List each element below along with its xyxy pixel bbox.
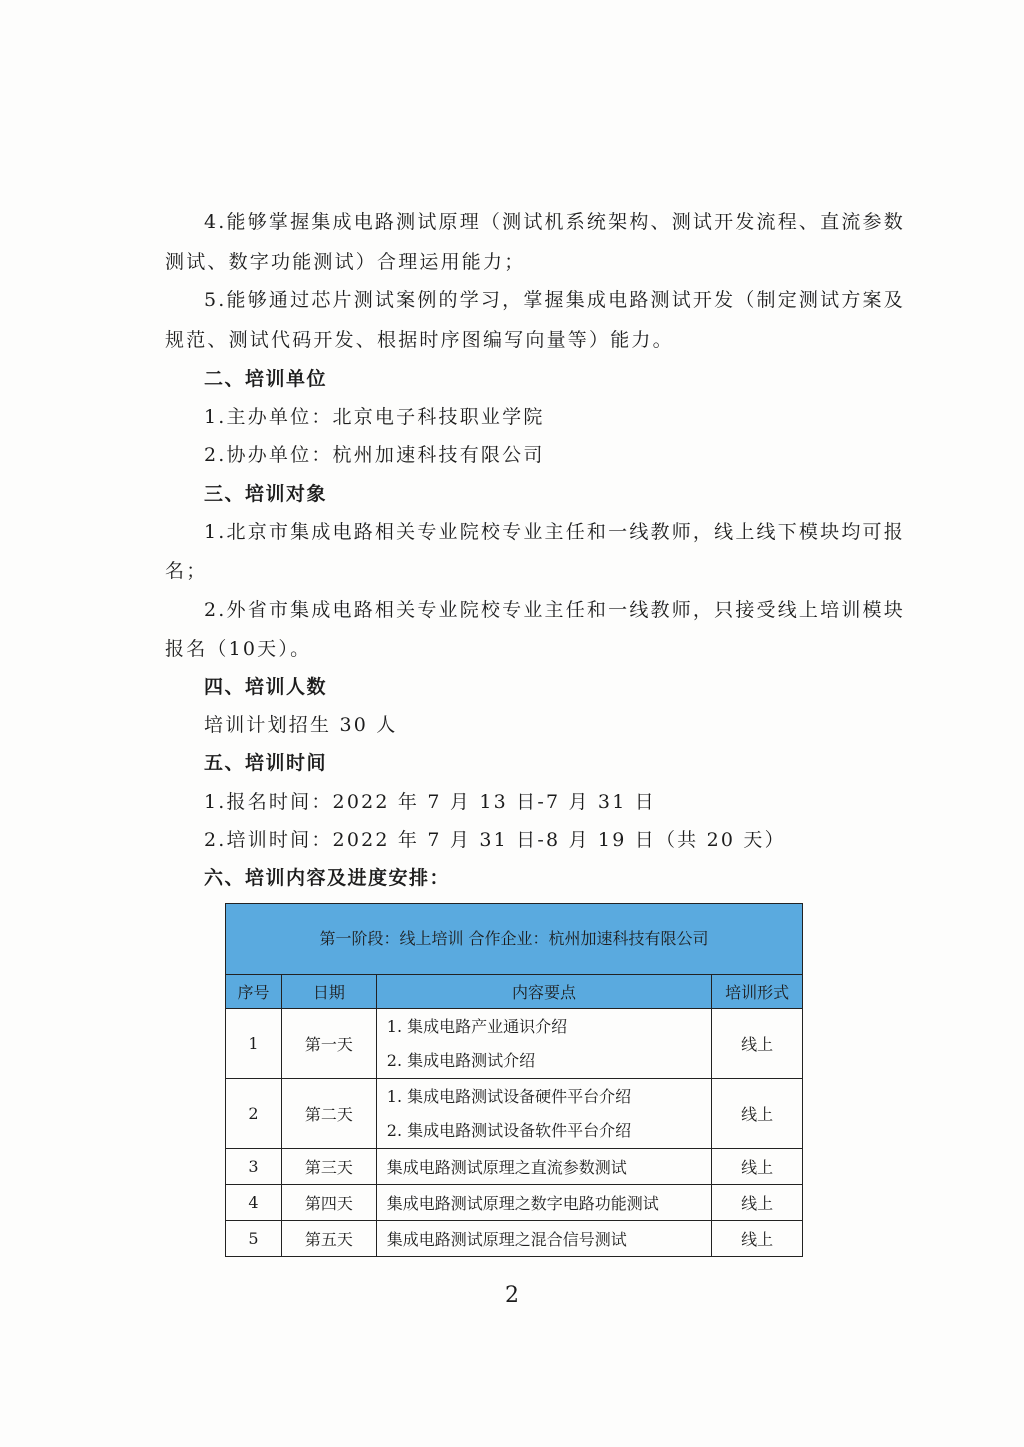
column-header-form: 培训形式 bbox=[712, 975, 803, 1009]
table-row bbox=[226, 1221, 803, 1257]
paragraph-goal-5-line-2: 规范、测试代码开发、根据时序图编写向量等）能力。 bbox=[165, 329, 674, 351]
target-2-line-1: 2.外省市集成电路相关专业院校专业主任和一线教师，只接受线上培训模块 bbox=[204, 599, 905, 621]
table-row bbox=[226, 1149, 803, 1185]
co-organizer-line: 2.协办单位：杭州加速科技有限公司 bbox=[204, 444, 545, 466]
training-time-line: 2.培训时间：2022 年 7 月 31 日-8 月 19 日（共 20 天） bbox=[204, 829, 786, 851]
target-1-line-1: 1.北京市集成电路相关专业院校专业主任和一线教师，线上线下模块均可报 bbox=[204, 521, 905, 543]
section-heading-training-count: 四、培训人数 bbox=[204, 676, 328, 698]
column-header-date: 日期 bbox=[281, 975, 376, 1009]
row-no: 3 bbox=[226, 1149, 282, 1185]
page-number: 2 bbox=[505, 1283, 519, 1308]
registration-time-line: 1.报名时间：2022 年 7 月 13 日-7 月 31 日 bbox=[204, 791, 656, 813]
content-item: 1. 集成电路测试设备硬件平台介绍 bbox=[386, 1086, 632, 1106]
row-date: 第一天 bbox=[281, 1009, 376, 1079]
paragraph-goal-4-line-1: 4.能够掌握集成电路测试原理（测试机系统架构、测试开发流程、直流参数 bbox=[204, 211, 905, 233]
table-title-cell bbox=[226, 904, 803, 975]
row-no: 5 bbox=[226, 1221, 282, 1257]
section-heading-training-content: 六、培训内容及进度安排： bbox=[204, 867, 451, 889]
row-form: 线上 bbox=[712, 1079, 803, 1149]
target-1-line-2: 名； bbox=[165, 560, 208, 582]
section-heading-training-time: 五、培训时间 bbox=[204, 752, 328, 774]
row-date: 第二天 bbox=[281, 1079, 376, 1149]
row-content: 集成电路测试原理之直流参数测试 bbox=[376, 1149, 711, 1185]
row-no: 2 bbox=[226, 1079, 282, 1149]
section-heading-training-unit: 二、培训单位 bbox=[204, 368, 328, 390]
row-no: 4 bbox=[226, 1185, 282, 1221]
content-item: 2. 集成电路测试介绍 bbox=[386, 1050, 536, 1070]
row-content bbox=[376, 1079, 711, 1149]
training-count-line: 培训计划招生 30 人 bbox=[204, 714, 398, 736]
schedule-table bbox=[225, 903, 803, 1257]
row-content: 集成电路测试原理之数字电路功能测试 bbox=[376, 1185, 711, 1221]
table-title: 第一阶段：线上培训 bbox=[319, 929, 464, 948]
content-item: 2. 集成电路测试设备软件平台介绍 bbox=[386, 1120, 632, 1140]
table-row bbox=[226, 1079, 803, 1149]
row-content: 集成电路测试原理之混合信号测试 bbox=[376, 1221, 711, 1257]
row-date: 第三天 bbox=[281, 1149, 376, 1185]
organizer-line: 1.主办单位：北京电子科技职业学院 bbox=[204, 406, 545, 428]
column-header-no: 序号 bbox=[226, 975, 282, 1009]
paragraph-goal-4-line-2: 测试、数字功能测试）合理运用能力； bbox=[165, 251, 526, 273]
table-row bbox=[226, 1185, 803, 1221]
row-form: 线上 bbox=[712, 1009, 803, 1079]
row-no: 1 bbox=[226, 1009, 282, 1079]
column-header-content: 内容要点 bbox=[376, 975, 711, 1009]
table-title-row bbox=[226, 904, 803, 975]
row-form: 线上 bbox=[712, 1221, 803, 1257]
table-row bbox=[226, 1009, 803, 1079]
paragraph-goal-5-line-1: 5.能够通过芯片测试案例的学习，掌握集成电路测试开发（制定测试方案及 bbox=[204, 289, 905, 311]
section-heading-training-target: 三、培训对象 bbox=[204, 483, 328, 505]
table-subtitle: 合作企业：杭州加速科技有限公司 bbox=[468, 929, 709, 948]
table-header-row bbox=[226, 975, 803, 1009]
row-content bbox=[376, 1009, 711, 1079]
row-date: 第五天 bbox=[281, 1221, 376, 1257]
row-form: 线上 bbox=[712, 1149, 803, 1185]
target-2-line-2: 报名（10天）。 bbox=[165, 638, 312, 660]
content-item: 1. 集成电路产业通识介绍 bbox=[386, 1016, 568, 1036]
row-form: 线上 bbox=[712, 1185, 803, 1221]
row-date: 第四天 bbox=[281, 1185, 376, 1221]
